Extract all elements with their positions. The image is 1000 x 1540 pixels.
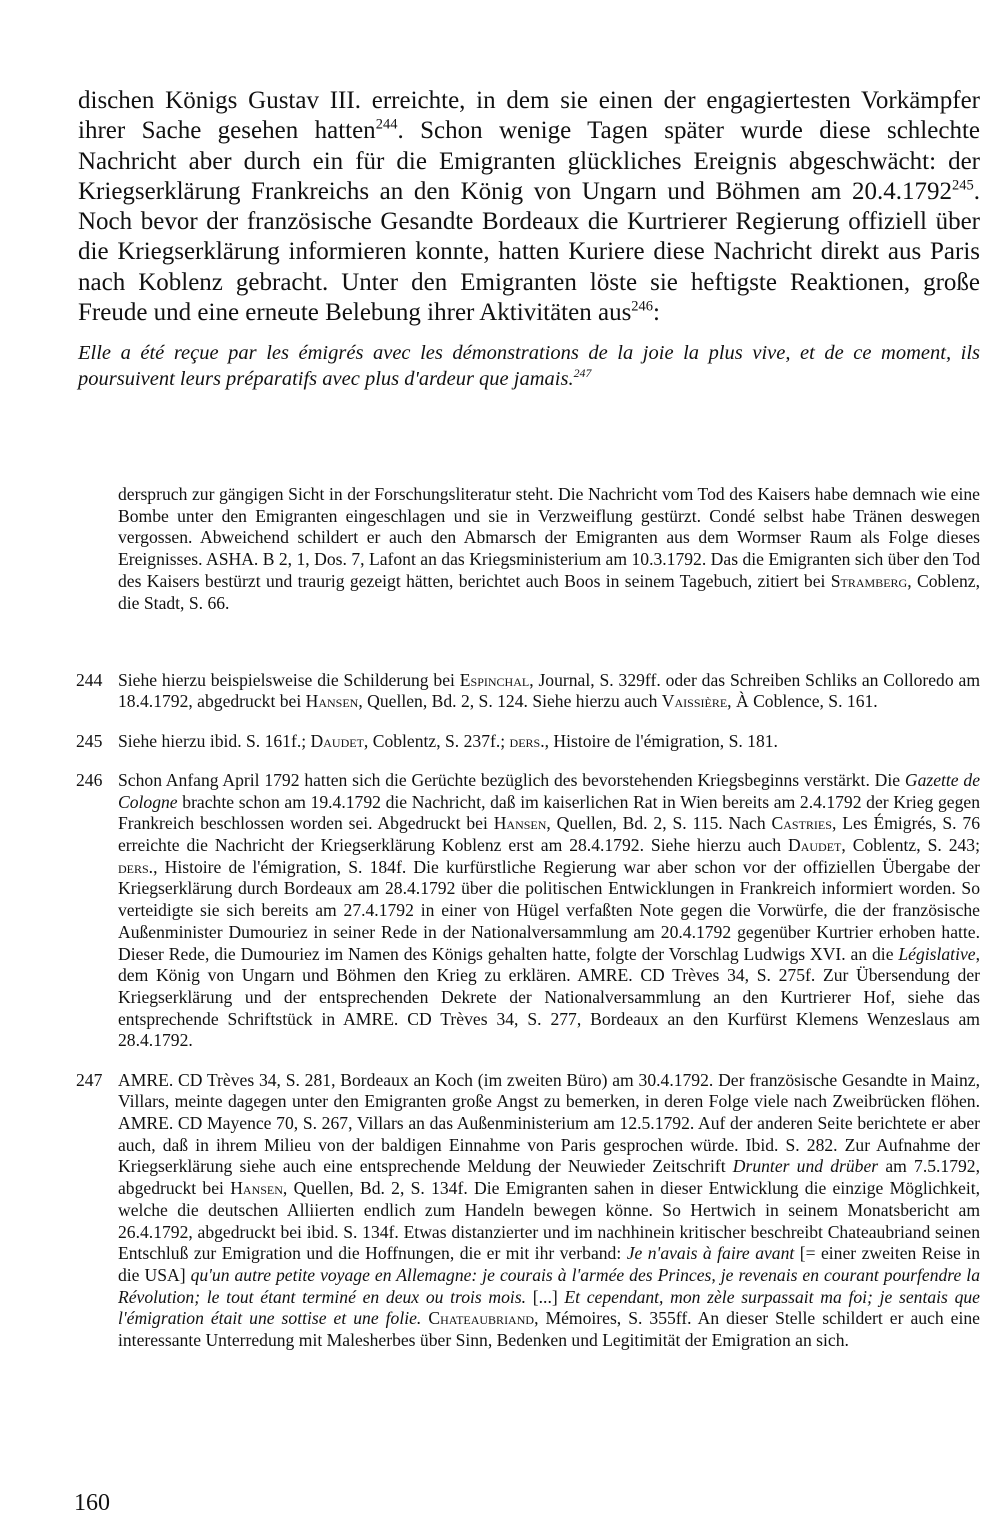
author-name: Daudet	[310, 730, 364, 751]
author-name: Stramberg	[830, 570, 908, 591]
footnote-segment: , dem König von Ungarn und Böhmen den Krieg zu erklären. AMRE. CD Trèves 34, S. 275f. Zur Übersendung der Kriegserklärung und der entsprechenden Dekrete der Nationalversammlung an den Kurtrierer Hof, siehe das entsprechende Schriftstück in AMRE. CD Trèves 34, S. 277, Bordeaux an den Kurfürst Klemens Wenzeslaus am 28.4.1792.	[118, 943, 980, 1051]
author-name: Espinchal	[459, 669, 530, 690]
footnote-segment: , Quellen, Bd. 2, S. 134f. Die Emigranten sahen in dieser Entwicklung die einzige Möglichkeit, welche die deutschen Alliierten endlich zum Handeln bewegen könne. So Hertwich in seinem Monatsbericht am 26.4.1792, abgedruckt bei ibid. S. 134f. Etwas distanzierter und im nachhinein kritischer beschreibt Chateaubriand seinen Entschluß zur Emigration und die Hoffnungen, die er mit ihr verband:	[118, 1178, 981, 1264]
footnote-247	[76, 1070, 980, 1352]
author-name: Hansen	[493, 813, 547, 834]
body-paragraph	[78, 86, 980, 328]
author-name: ders.	[118, 856, 154, 877]
footnote-number: 247	[76, 1069, 103, 1090]
page-number: 160	[74, 1490, 110, 1516]
body-text: . Schon wenige Tagen später wurde diese schlechte Nachricht aber durch ein für die Emigranten glückliches Ereignis abgeschwächt: der Kriegserklärung Frankreichs an den König von Ungarn und Böhmen am 20.4.1792	[78, 117, 980, 205]
footnote-number: 244	[76, 669, 103, 690]
publication-title: Gazette de Cologne	[118, 769, 981, 812]
footnote-segment: , Coblentz, S. 243;	[841, 835, 980, 855]
footnote-ref-244[interactable]: 244	[375, 116, 398, 133]
footnote-text	[118, 770, 980, 1052]
footnote-segment: , Les Émigrés, S. 76 erreichte die Nachricht der Kriegserklärung Koblenz erst am 28.4.1792. Siehe hierzu auch	[118, 813, 980, 855]
footnote-246	[76, 770, 980, 1052]
footnote-text: , Coblenz, die Stadt, S. 66.	[118, 570, 981, 613]
quote-text: Elle a été reçue par les émigrés avec les démonstrations de la joie la plus vive, et de ce moment, ils poursuivent leurs préparatifs avec plus d'ardeur que jamais.	[78, 342, 980, 390]
quoted-text: Et cependant, mon zèle surpassait ma foi; je sentais que l'émigration était une sottise et une folie.	[118, 1286, 980, 1329]
footnote-list	[76, 652, 980, 1369]
footnote-continuation	[118, 484, 980, 614]
author-name: Vaissière	[661, 691, 728, 712]
footnote-segment: , Histoire de l'émigration, S. 184f. Die kurfürstliche Regierung war aber schon vor der offiziellen Übergabe der Kriegserklärung durch Bordeaux am 28.4.1792 über die politischen Entwicklungen in Frankreich informiert worden. So verteidigte sie sich bereits am 27.4.1792 in einer von Hügel verfaßten Note gegen die Vorwürfe, die der französische Außenminister Dumouriez in seiner Rede in der Nationalversammlung am 20.4.1792 gegenüber Kurtrier erhoben hatte. Dieser Rede, die Dumouriez im Namen des Königs gehalten hatte, folgte der Vorschlag Ludwigs XVI. an die	[118, 856, 980, 964]
footnote-segment: , Journal, S. 329ff. oder das Schreiben Schliks an Colloredo am 18.4.1792, abgedruckt bei	[118, 669, 980, 712]
footnote-text	[118, 731, 980, 753]
footnote-segment: Siehe hierzu beispielsweise die Schilderung bei	[118, 669, 460, 690]
footnote-segment: , Histoire de l'émigration, S. 181.	[544, 730, 778, 751]
footnote-245	[76, 731, 980, 753]
block-quote	[78, 340, 980, 392]
footnote-ref-247[interactable]: 247	[573, 366, 592, 381]
publication-title: Drunter und drüber	[732, 1156, 879, 1177]
footnote-segment: [= einer zweiten Reise in die USA]	[118, 1243, 980, 1285]
body-text: dischen Königs Gustav III. erreichte, in dem sie einen der engagiertesten Vorkämpfer ihrer Sache gesehen hatten	[78, 87, 980, 145]
footnote-text	[118, 670, 980, 713]
footnote-244	[76, 670, 980, 713]
footnote-segment: , Mémoires, S. 355ff. An dieser Stelle schildert er auch eine interessante Unterredung mit Malesherbes über Sinn, Bedenken und Legitimität der Emigration an sich.	[118, 1308, 980, 1351]
footnote-number: 246	[76, 769, 103, 790]
footnote-segment: [...]	[526, 1286, 565, 1307]
author-name: ders.	[509, 730, 545, 751]
footnote-segment: Schon Anfang April 1792 hatten sich die Gerüchte bezüglich des bevorstehenden Kriegsbeginns verstärkt. Die	[118, 769, 905, 790]
footnote-segment: am 7.5.1792, abgedruckt bei	[118, 1156, 980, 1199]
footnote-segment: , À Coblence, S. 161.	[727, 691, 878, 712]
footnote-text	[118, 1070, 980, 1352]
publication-title: Législative	[898, 943, 976, 964]
footnote-segment: , Coblentz, S. 237f.;	[363, 730, 510, 751]
author-name: Hansen	[230, 1178, 283, 1199]
author-name: Hansen	[305, 691, 359, 712]
footnote-segment: brachte schon am 19.4.1792 die Nachricht, daß im kaiserlichen Rat in Wien bereits am 2.4.1792 der Krieg gegen Frankreich beschlossen worden sei. Abgedruckt bei	[118, 791, 980, 834]
body-text: . Noch bevor der französische Gesandte Bordeaux die Kurtrierer Regierung offiziell über die Kriegserklärung informieren konnte, hatten Kuriere diese Nachricht direkt aus Paris nach Koblenz gebracht. Unter den Emigranten löste sie heftigste Reaktionen, große Freude und eine erneute Belebung ihrer Aktivitäten aus	[78, 177, 980, 327]
footnote-segment: , Quellen, Bd. 2, S. 115. Nach	[546, 813, 772, 834]
footnote-segment: AMRE. CD Trèves 34, S. 281, Bordeaux an Koch (im zweiten Büro) am 30.4.1792. Der französische Gesandte in Mainz, Villars, meinte dagegen unter den Emigranten große Angst zu bemerken, in deren Folge viele nach Zweibrücken flöhen. AMRE. CD Mayence 70, S. 267, Villars an das Außenministerium am 12.5.1792. Auf der anderen Seite berichtete er aber auch, daß in ihrem Milieu von der baldigen Einnahme von Paris gesprochen würde. Ibid. S. 282. Zur Aufnahme der Kriegserklärung siehe auch eine entsprechende Meldung der Neuwieder Zeitschrift	[118, 1069, 980, 1177]
author-name: Daudet	[788, 835, 842, 855]
footnote-ref-245[interactable]: 245	[952, 177, 974, 194]
footnote-ref-246[interactable]: 246	[631, 298, 654, 315]
footnote-number: 245	[76, 730, 103, 751]
body-text: :	[653, 299, 660, 327]
quoted-text: qu'un autre petite voyage en Allemagne: je courais à l'armée des Princes, je revenais en courant pourfendre la Révolution; le tout étant terminé en deux ou trois mois.	[118, 1264, 980, 1307]
quoted-text: Je n'avais à faire avant	[626, 1243, 795, 1264]
footnote-text: derspruch zur gängigen Sicht in der Forschungsliteratur steht. Die Nachricht vom Tod des Kaisers habe demnach wie eine Bombe unter den Emigranten eingeschlagen und sie in Verzweiflung gestürzt. Condé selbst habe Tränen deswegen vergossen. Abweichend schildert er auch den Abmarsch der Emigranten aus dem Wormser Raum als Folge dieses Ereignisses. ASHA. B 2, 1, Dos. 7, Lafont an das Kriegsministerium am 10.3.1792. Das die Emigranten sich über den Tod des Kaisers bestürzt und traurig gezeigt hätten, berichtet auch Boos in seinem Tagebuch, zitiert bei	[118, 484, 980, 591]
footnote-segment: Siehe hierzu ibid. S. 161f.;	[118, 730, 311, 751]
author-name: Castries	[771, 813, 832, 834]
author-name: Chateaubriand	[428, 1308, 535, 1329]
footnote-segment: , Quellen, Bd. 2, S. 124. Siehe hierzu auch	[358, 691, 662, 712]
